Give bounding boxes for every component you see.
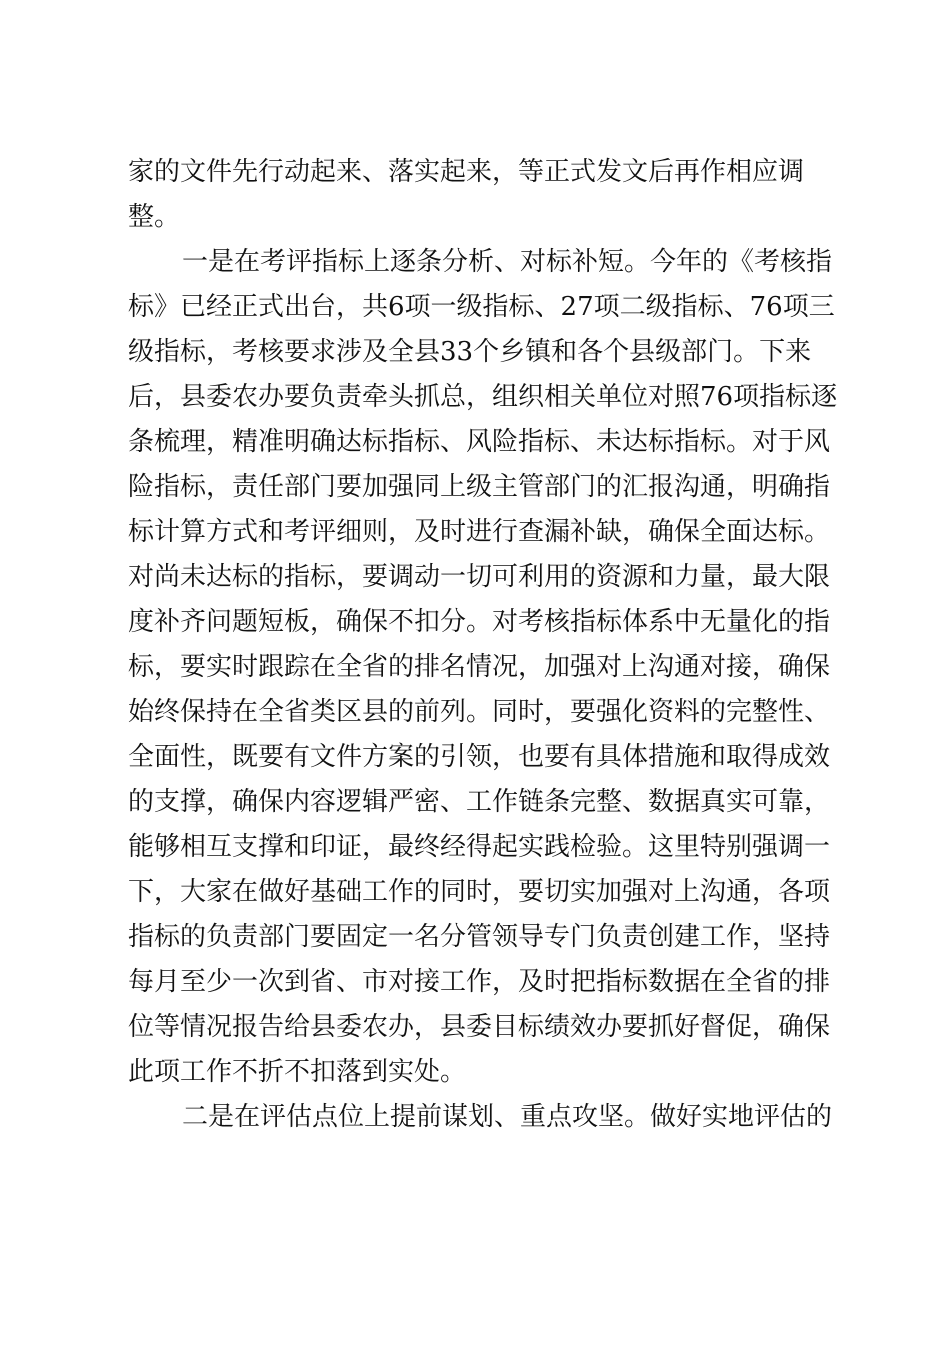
text-line: 全面性，既要有文件方案的引领，也要有具体措施和取得成效 — [128, 742, 831, 772]
text-line: 位等情况报告给县委农办，县委目标绩效办要抓好督促，确保 — [128, 1012, 831, 1042]
text-line: 此项工作不折不扣落到实处。 — [128, 1057, 467, 1087]
text-line: 后，县委农办要负责牵头抓总，组织相关单位对照76项指标逐 — [128, 382, 838, 412]
text-line: 下，大家在做好基础工作的同时，要切实加强对上沟通，各项 — [128, 877, 831, 907]
document-body — [128, 150, 838, 1140]
text-line: 对尚未达标的指标，要调动一切可利用的资源和力量，最大限 — [128, 562, 831, 592]
text-line: 标计算方式和考评细则，及时进行查漏补缺，确保全面达标。 — [128, 517, 831, 547]
text-line: 的支撑，确保内容逻辑严密、工作链条完整、数据真实可靠， — [128, 787, 831, 817]
text-line: 每月至少一次到省、市对接工作，及时把指标数据在全省的排 — [128, 967, 831, 997]
text-line: 标，要实时跟踪在全省的排名情况，加强对上沟通对接，确保 — [128, 652, 831, 682]
text-line: 级指标，考核要求涉及全县33个乡镇和各个县级部门。下来 — [128, 337, 812, 367]
text-line: 整。 — [128, 202, 181, 232]
paragraph-first-line: 一是在考评指标上逐条分析、对标补短。今年的《考核指 — [182, 247, 833, 277]
text-line: 始终保持在全省类区县的前列。同时，要强化资料的完整性、 — [128, 697, 831, 727]
text-line: 指标的负责部门要固定一名分管领导专门负责创建工作，坚持 — [128, 922, 831, 952]
text-line: 家的文件先行动起来、落实起来，等正式发文后再作相应调 — [128, 157, 805, 187]
text-line: 险指标，责任部门要加强同上级主管部门的汇报沟通，明确指 — [128, 472, 831, 502]
paragraph-first-line: 二是在评估点位上提前谋划、重点攻坚。做好实地评估的 — [182, 1102, 833, 1132]
text-line: 标》已经正式出台，共6项一级指标、27项二级指标、76项三 — [128, 292, 835, 322]
text-line: 条梳理，精准明确达标指标、风险指标、未达标指标。对于风 — [128, 427, 831, 457]
text-line: 能够相互支撑和印证，最终经得起实践检验。这里特别强调一 — [128, 832, 831, 862]
text-line: 度补齐问题短板，确保不扣分。对考核指标体系中无量化的指 — [128, 607, 831, 637]
